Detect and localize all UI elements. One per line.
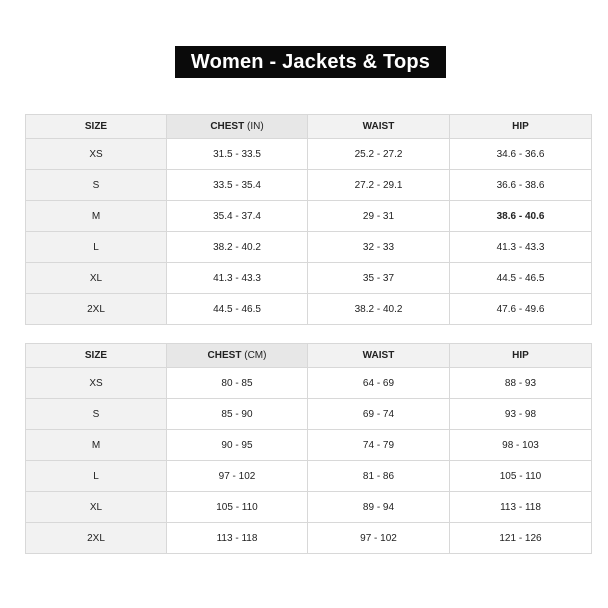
cell-hip: 98 - 103 bbox=[450, 430, 592, 461]
cell-size: XS bbox=[26, 139, 167, 170]
header-waist: WAIST bbox=[308, 344, 450, 368]
cell-waist: 81 - 86 bbox=[308, 461, 450, 492]
cell-hip: 44.5 - 46.5 bbox=[450, 263, 592, 294]
cell-chest: 41.3 - 43.3 bbox=[167, 263, 308, 294]
cell-chest: 35.4 - 37.4 bbox=[167, 201, 308, 232]
cell-waist: 25.2 - 27.2 bbox=[308, 139, 450, 170]
table-row bbox=[26, 139, 592, 170]
table-row bbox=[26, 201, 592, 232]
cell-chest: 38.2 - 40.2 bbox=[167, 232, 308, 263]
cell-waist: 27.2 - 29.1 bbox=[308, 170, 450, 201]
cell-hip: 105 - 110 bbox=[450, 461, 592, 492]
table-row bbox=[26, 170, 592, 201]
cell-size: XS bbox=[26, 368, 167, 399]
cell-hip: 36.6 - 38.6 bbox=[450, 170, 592, 201]
cell-waist: 35 - 37 bbox=[308, 263, 450, 294]
table-row bbox=[26, 492, 592, 523]
cell-size: M bbox=[26, 201, 167, 232]
cell-size: M bbox=[26, 430, 167, 461]
cell-waist: 97 - 102 bbox=[308, 523, 450, 554]
table-header-row bbox=[26, 115, 592, 139]
header-chest-label: CHEST bbox=[207, 350, 242, 361]
cell-waist: 74 - 79 bbox=[308, 430, 450, 461]
cell-waist: 69 - 74 bbox=[308, 399, 450, 430]
header-chest-label: CHEST bbox=[210, 121, 245, 132]
table-header-row bbox=[26, 344, 592, 368]
cell-chest: 105 - 110 bbox=[167, 492, 308, 523]
cell-chest: 44.5 - 46.5 bbox=[167, 294, 308, 325]
header-waist: WAIST bbox=[308, 115, 450, 139]
table-row bbox=[26, 461, 592, 492]
cell-waist: 89 - 94 bbox=[308, 492, 450, 523]
cell-hip: 47.6 - 49.6 bbox=[450, 294, 592, 325]
cell-size: 2XL bbox=[26, 523, 167, 554]
cell-hip: 121 - 126 bbox=[450, 523, 592, 554]
cell-size: L bbox=[26, 461, 167, 492]
cell-chest: 85 - 90 bbox=[167, 399, 308, 430]
cell-chest: 33.5 - 35.4 bbox=[167, 170, 308, 201]
cell-hip: 41.3 - 43.3 bbox=[450, 232, 592, 263]
header-size: SIZE bbox=[26, 344, 167, 368]
header-chest bbox=[167, 115, 308, 139]
header-hip: HIP bbox=[450, 344, 592, 368]
header-chest bbox=[167, 344, 308, 368]
cell-size: S bbox=[26, 170, 167, 201]
header-size: SIZE bbox=[26, 115, 167, 139]
cell-size: S bbox=[26, 399, 167, 430]
table-row bbox=[26, 232, 592, 263]
table-row bbox=[26, 294, 592, 325]
cell-waist: 32 - 33 bbox=[308, 232, 450, 263]
cell-size: 2XL bbox=[26, 294, 167, 325]
header-chest-unit: (IN) bbox=[247, 121, 264, 132]
header-chest-unit: (CM) bbox=[244, 350, 267, 361]
cell-chest: 113 - 118 bbox=[167, 523, 308, 554]
table-row bbox=[26, 263, 592, 294]
cell-chest: 80 - 85 bbox=[167, 368, 308, 399]
cell-hip: 88 - 93 bbox=[450, 368, 592, 399]
cell-hip: 34.6 - 36.6 bbox=[450, 139, 592, 170]
cell-size: XL bbox=[26, 492, 167, 523]
cell-size: XL bbox=[26, 263, 167, 294]
table-row bbox=[26, 399, 592, 430]
cell-hip: 93 - 98 bbox=[450, 399, 592, 430]
page-title: Women - Jackets & Tops bbox=[175, 46, 446, 78]
cell-chest: 90 - 95 bbox=[167, 430, 308, 461]
size-table-centimeters bbox=[25, 343, 592, 554]
header-hip: HIP bbox=[450, 115, 592, 139]
table-row bbox=[26, 368, 592, 399]
table-row bbox=[26, 523, 592, 554]
cell-waist: 29 - 31 bbox=[308, 201, 450, 232]
cell-chest: 97 - 102 bbox=[167, 461, 308, 492]
cell-chest: 31.5 - 33.5 bbox=[167, 139, 308, 170]
cell-size: L bbox=[26, 232, 167, 263]
cell-waist: 38.2 - 40.2 bbox=[308, 294, 450, 325]
cell-waist: 64 - 69 bbox=[308, 368, 450, 399]
size-table-inches bbox=[25, 114, 592, 325]
table-row bbox=[26, 430, 592, 461]
cell-hip-highlighted: 38.6 - 40.6 bbox=[450, 201, 592, 232]
cell-hip: 113 - 118 bbox=[450, 492, 592, 523]
